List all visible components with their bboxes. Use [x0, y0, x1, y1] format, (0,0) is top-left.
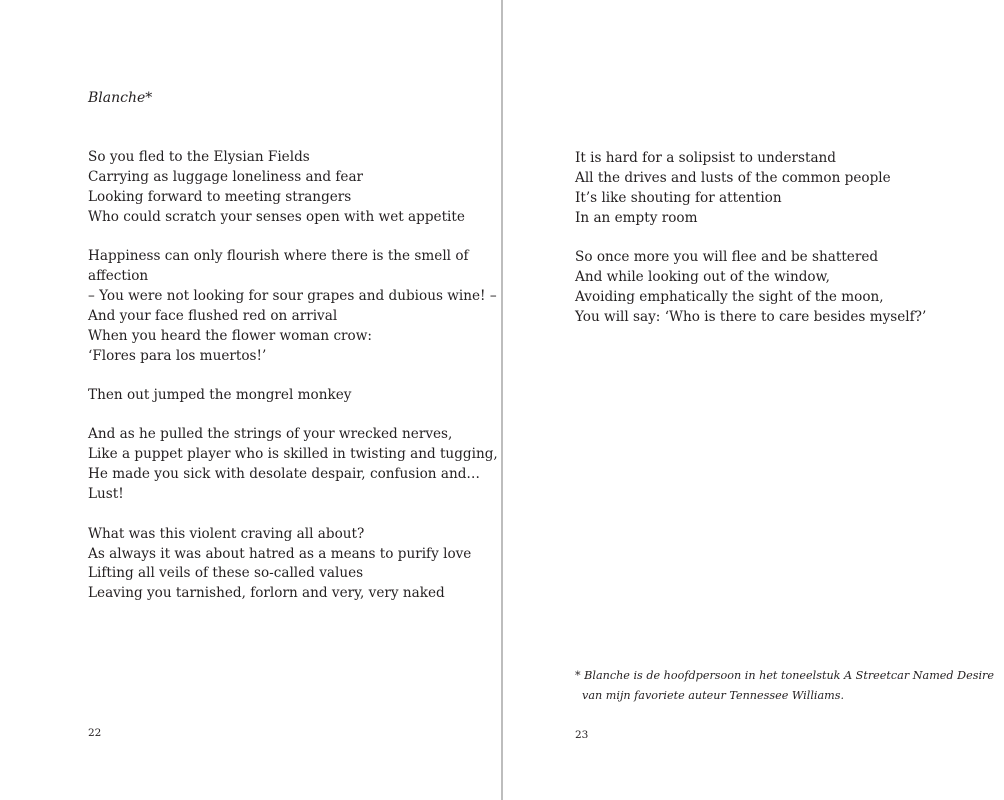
poem-line: Then out jumped the mongrel monkey — [88, 387, 352, 404]
stanza — [575, 149, 926, 229]
poem-line: Avoiding emphatically the sight of the moon, — [575, 288, 884, 305]
poem-line: When you heard the flower woman crow: — [88, 327, 372, 344]
poem-line: It’s like shouting for attention — [575, 189, 782, 206]
footnote-line: van mijn favoriete auteur Tennessee Williams. — [582, 689, 845, 702]
poem-line: Looking forward to meeting strangers — [88, 188, 352, 205]
poem-line: All the drives and lusts of the common people — [575, 169, 891, 186]
poem-line: Happiness can only flourish where there is the smell of — [88, 248, 469, 265]
poem-line: ‘Flores para los muertos!’ — [88, 347, 267, 364]
poem-line: affection — [88, 268, 149, 285]
stanza — [88, 386, 498, 406]
left-page — [0, 0, 501, 800]
poem-line: Carrying as luggage loneliness and fear — [88, 168, 364, 185]
poem-line: You will say: ‘Who is there to care besides myself?’ — [575, 308, 927, 325]
poem-line: Who could scratch your senses open with wet appetite — [88, 208, 465, 225]
stanza — [575, 248, 926, 328]
right-page — [503, 0, 1004, 800]
poem-line: So you fled to the Elysian Fields — [88, 149, 310, 165]
poem-line: It is hard for a solipsist to understand — [575, 150, 837, 166]
poem-line: Leaving you tarnished, forlorn and very, very naked — [88, 585, 445, 602]
stanza — [88, 247, 498, 366]
poem-line: Like a puppet player who is skilled in twisting and tugging, — [88, 446, 498, 463]
right-poem-body — [575, 149, 926, 347]
poem-line: So once more you will flee and be shattered — [575, 249, 879, 266]
poem-line: Lifting all veils of these so-called values — [88, 565, 364, 582]
footnote-line: * Blanche is de hoofdpersoon in het toneelstuk A Streetcar Named Desire — [575, 669, 995, 682]
poem-line: He made you sick with desolate despair, confusion and… — [88, 466, 481, 483]
footnote — [575, 666, 994, 706]
stanza — [88, 525, 498, 605]
poem-line: Lust! — [88, 486, 124, 503]
page-number: 22 — [88, 727, 102, 739]
poem-line: And as he pulled the strings of your wrecked nerves, — [88, 426, 453, 443]
poem-title: Blanche* — [88, 90, 153, 106]
poem-line: As always it was about hatred as a means to purify love — [88, 545, 472, 562]
poem-line: What was this violent craving all about? — [88, 525, 365, 542]
page-number: 23 — [575, 729, 589, 741]
poem-line: And while looking out of the window, — [575, 269, 830, 286]
left-poem-body — [88, 148, 498, 624]
poem-line: And your face flushed red on arrival — [88, 307, 338, 324]
poem-line: In an empty room — [575, 209, 698, 226]
poem-line: – You were not looking for sour grapes and dubious wine! – — [88, 287, 497, 304]
stanza — [88, 425, 498, 505]
stanza — [88, 148, 498, 228]
